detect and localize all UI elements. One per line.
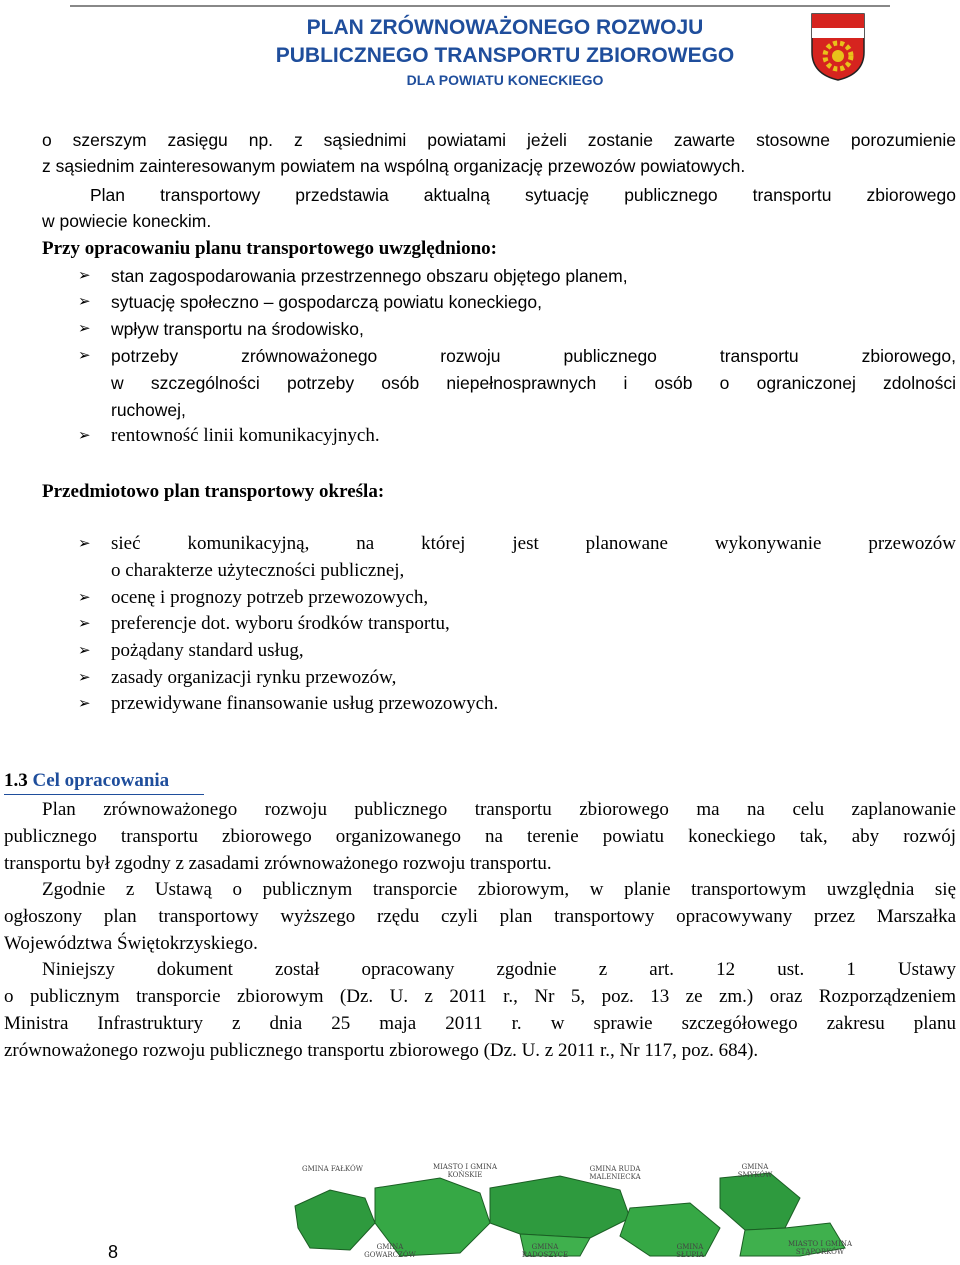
section-p1-line: publicznego transportu zbiorowego organizowanego na terenie powiatu koneckiego tak, aby rozwój [4,826,956,847]
gmina-label: GMINA GOWARCZÓW [364,1243,416,1259]
gmina-label: GMINA RADOSZYCE [521,1243,569,1259]
defines-item-continued: o charakterze użyteczności publicznej, [111,560,405,581]
section-p2-line: Województwa Świętokrzyskiego. [4,933,258,954]
intro-p2-line2: w powiecie koneckim. [42,211,212,231]
section-p3-line: o publicznym transporcie zbiorowym (Dz. U. z 2011 r., Nr 5, poz. 13 ze zm.) oraz Rozporządzeniem [4,986,956,1007]
bullet-arrow-icon: ➢ [78,590,91,606]
bullet-arrow-icon: ➢ [78,616,91,632]
defines-item: preferencje dot. wyboru środków transportu, [111,613,450,634]
bullet-arrow-icon: ➢ [78,294,91,310]
bullet-arrow-icon: ➢ [78,348,91,364]
section-number: 1.3 [4,770,28,791]
considered-item-continued: ruchowej, [111,400,186,420]
considered-item: potrzeby zrównoważonego rozwoju publicznego transportu zbiorowego, [111,346,956,366]
section-p2-line: Zgodnie z Ustawą o publicznym transporcie zbiorowym, w planie transportowym uwzględnia się [42,879,956,900]
defines-heading: Przedmiotowo plan transportowy określa: [42,481,385,502]
bullet-arrow-icon: ➢ [78,670,91,686]
considered-item: stan zagospodarowania przestrzennego obszaru objętego planem, [111,266,628,286]
intro-p1-line1: o szerszym zasięgu np. z sąsiednimi powiatami jeżeli zostanie zawarte stosowne porozumienie [42,130,956,150]
gmina-label: MIASTO I GMINA STĄPORKÓW [787,1240,853,1256]
header-title-line2: PUBLICZNEGO TRANSPORTU ZBIOROWEGO [275,44,735,67]
gmina-label: GMINA RUDA MALENIECKA [589,1165,641,1181]
intro-p1-line2: z sąsiednim zainteresowanym powiatem na wspólną organizację przewozów powiatowych. [42,156,746,176]
defines-item: zasady organizacji rynku przewozów, [111,667,397,688]
section-p3-line: Ministra Infrastruktury z dnia 25 maja 2011 r. w sprawie szczegółowego zakresu planu [4,1013,956,1034]
bullet-arrow-icon: ➢ [78,268,91,284]
defines-item: ocenę i prognozy potrzeb przewozowych, [111,587,429,608]
considered-item: wpływ transportu na środowisko, [111,319,364,339]
header-rule [70,5,890,7]
section-p1-line: Plan zrównoważonego rozwoju publicznego transportu zbiorowego ma na celu zaplanowanie [42,799,956,820]
considered-item-continued: w szczególności potrzeby osób niepełnosprawnych i osób o ograniczonej zdolności [111,373,956,393]
bullet-arrow-icon: ➢ [78,428,91,444]
page-number: 8 [108,1242,119,1262]
section-heading-underline [4,794,204,795]
intro-p2-line1: Plan transportowy przedstawia aktualną sytuację publicznego transportu zbiorowego [90,185,956,205]
header-title-line3: DLA POWIATU KONECKIEGO [406,72,604,88]
bullet-arrow-icon: ➢ [78,643,91,659]
county-crest-icon [810,12,866,82]
section-p3-line: Niniejszy dokument został opracowany zgodnie z art. 12 ust. 1 Ustawy [42,959,956,980]
defines-item: przewidywane finansowanie usług przewozowych. [111,693,499,714]
gmina-label: GMINA SŁUPIA [676,1243,704,1259]
gmina-label: GMINA SMYKÓW [737,1163,773,1179]
section-p1-line: transportu był zgodny z zasadami zrównoważonego rozwoju transportu. [4,853,552,874]
defines-item: pożądany standard usług, [111,640,304,661]
gmina-label: GMINA FAŁKÓW [302,1165,363,1173]
gmina-label: MIASTO I GMINA KOŃSKIE [432,1163,498,1179]
section-p2-line: ogłoszony plan transportowy wyższego rzędu czyli plan transportowy opracowywany przez Marszałka [4,906,956,927]
section-heading [4,770,169,792]
header-title-line1: PLAN ZRÓWNOWAŻONEGO ROZWOJU [306,16,704,39]
considered-heading: Przy opracowaniu planu transportowego uwzględniono: [42,238,497,259]
bullet-arrow-icon: ➢ [78,536,91,552]
considered-item: sytuację społeczno – gospodarczą powiatu koneckiego, [111,292,542,312]
section-p3-line: zrównoważonego rozwoju publicznego transportu zbiorowego (Dz. U. z 2011 r., Nr 117, poz. 684). [4,1040,759,1061]
bullet-arrow-icon: ➢ [78,321,91,337]
defines-item: sieć komunikacyjną, na której jest planowane wykonywanie przewozów [111,533,956,554]
bullet-arrow-icon: ➢ [78,696,91,712]
considered-item: rentowność linii komunikacyjnych. [111,425,380,446]
section-title: Cel opracowania [32,770,170,791]
